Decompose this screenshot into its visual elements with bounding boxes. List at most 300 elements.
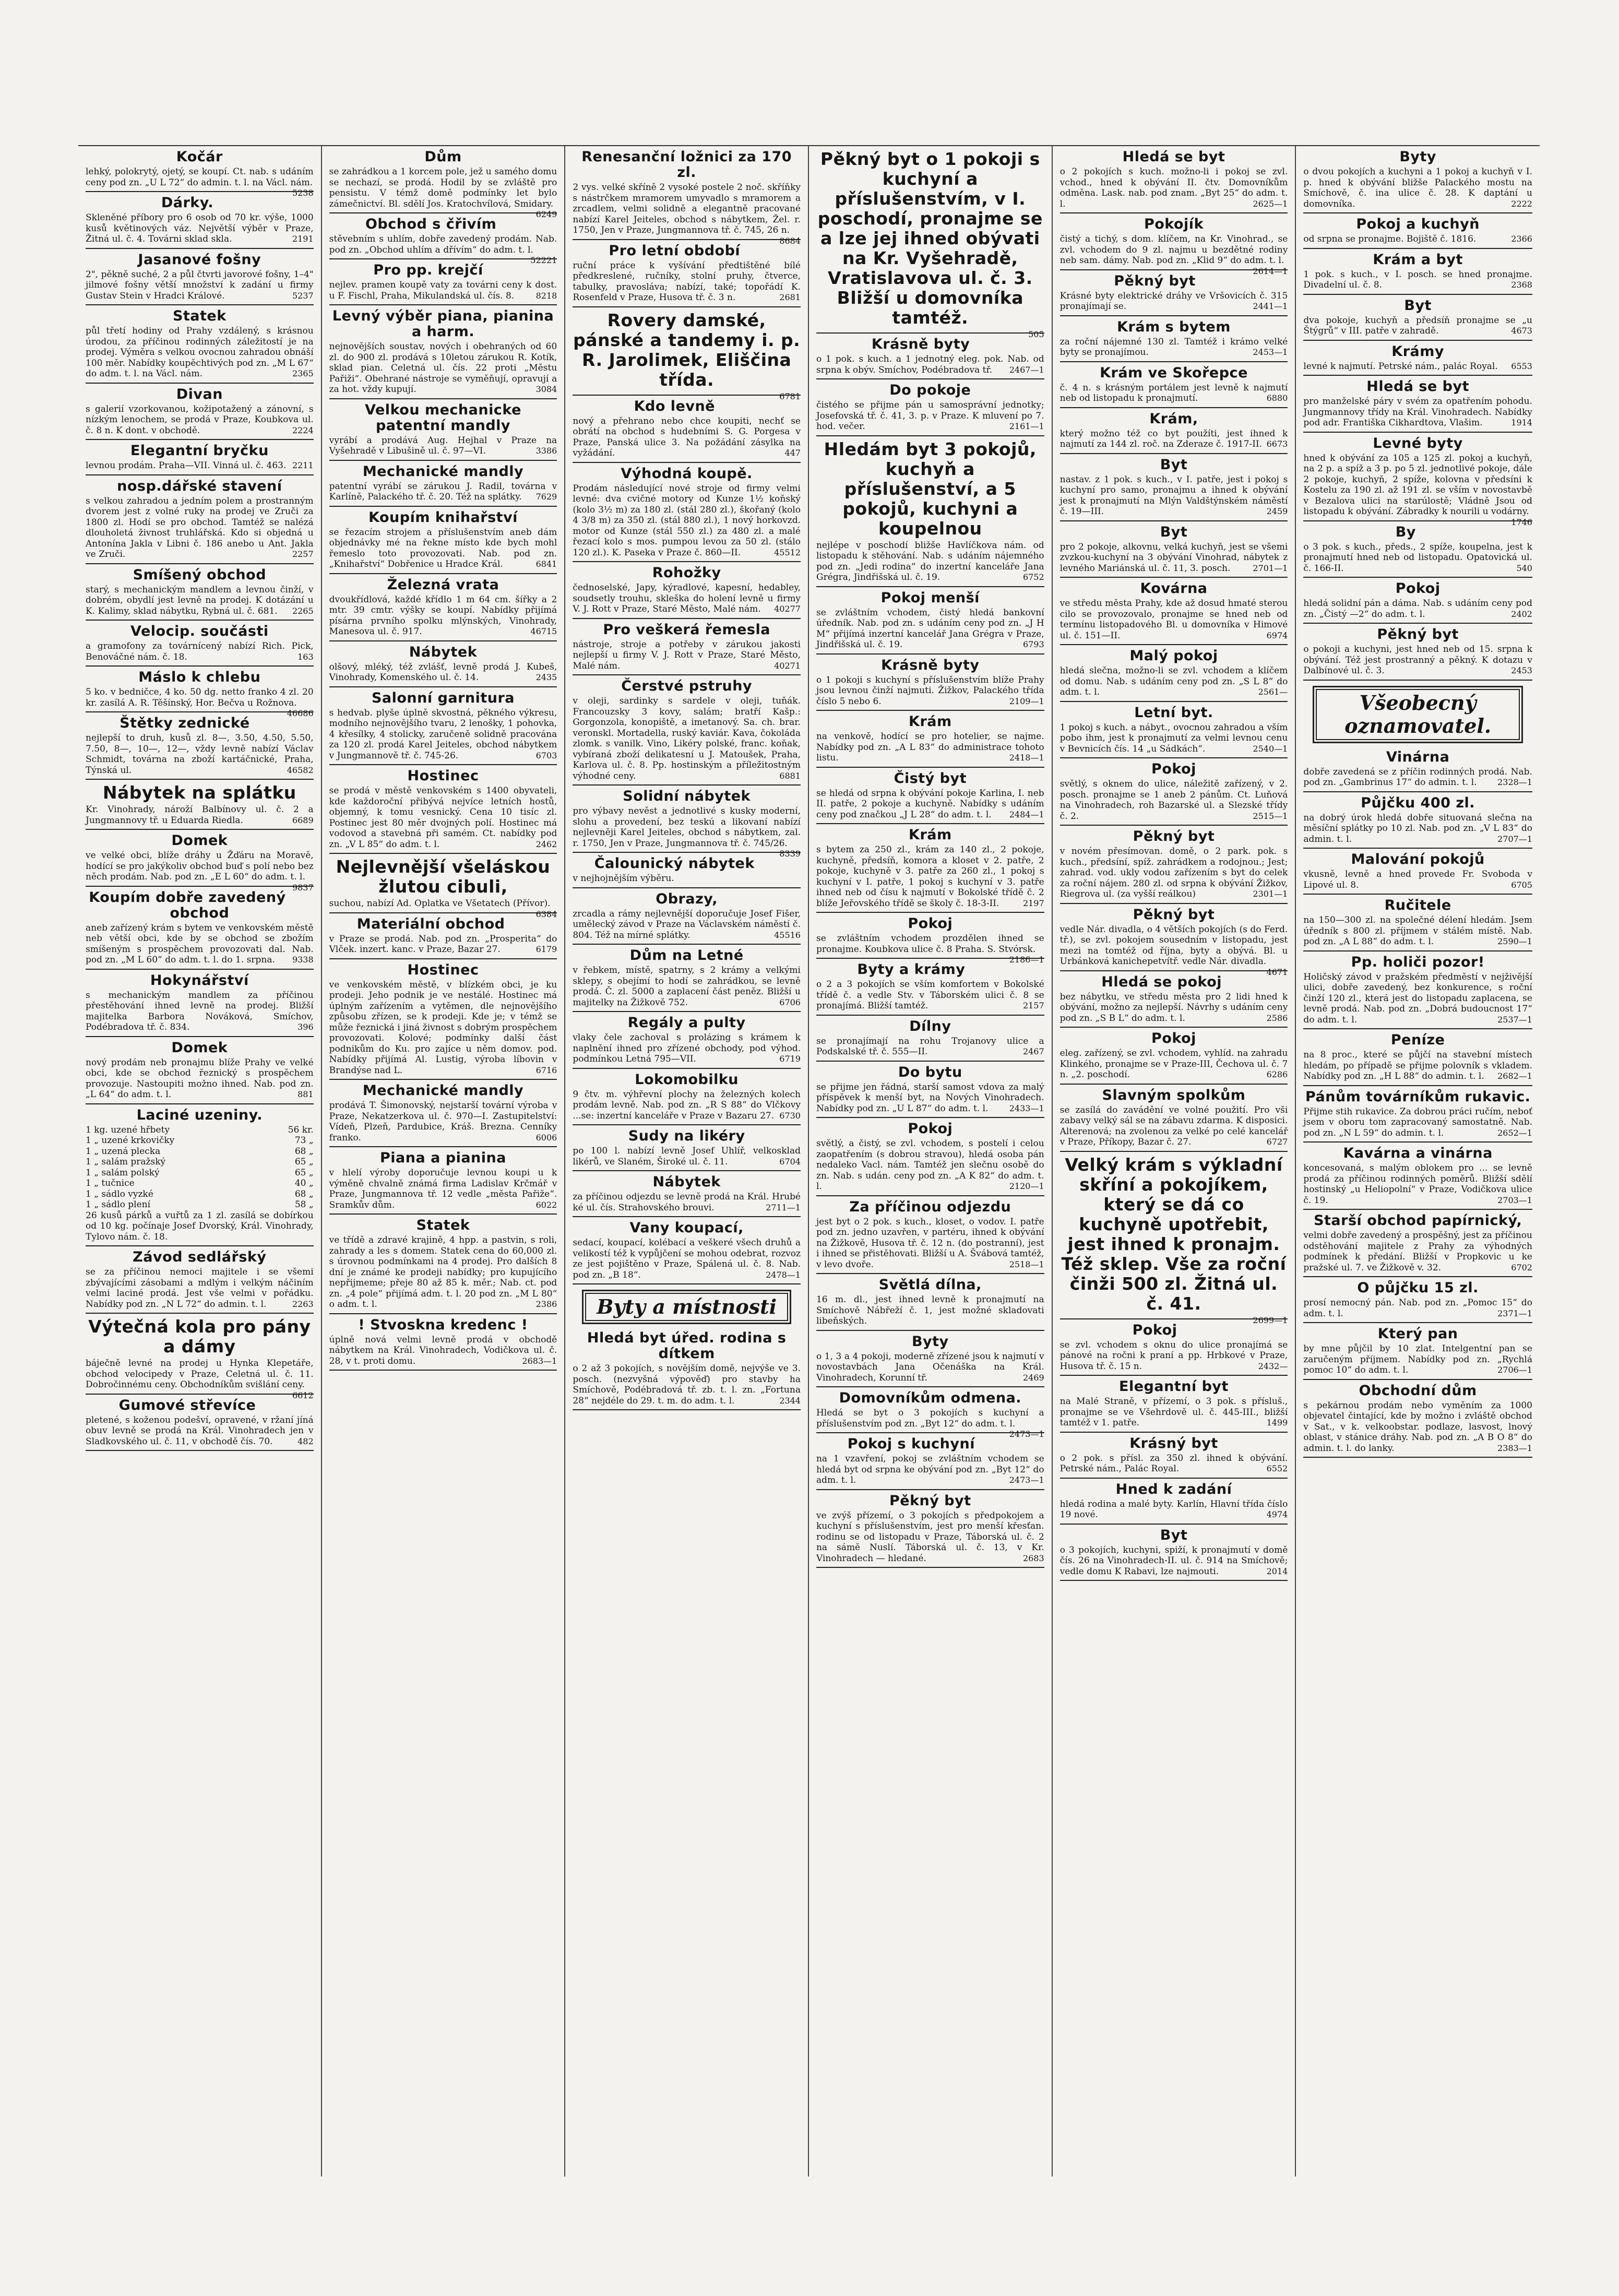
ad-title: Pro letní období: [609, 242, 741, 259]
classified-ad: [573, 788, 801, 859]
ad-title: Krásně byty: [881, 657, 980, 673]
classified-ad: [816, 1199, 1044, 1275]
ad-body: nástroje, stroje a potřeby v zárukou jakosti nejlepší u firmy V. J. Rott v Praze, Staré Město, Malé nám. 40271: [573, 639, 801, 671]
ad-title: Peníze: [1390, 1032, 1445, 1048]
ad-code: 2365: [292, 368, 314, 378]
ad-title: Pěkný byt: [1133, 906, 1215, 923]
ad-code: 2518—1: [1009, 1259, 1044, 1269]
ad-body: o pokoji a kuchyni, jest hned neb od 15. srpna k obývání. Též jest prostranný a pěkný. K dotazu v Dalbínové ul. č. 3. 2453: [1303, 644, 1532, 676]
ad-code: 2120—1: [1009, 1181, 1044, 1191]
column-4: [809, 146, 1053, 2176]
ad-body: patentní vyrábí se zárukou J. Radil, továrna v Karlíně, Palackého tř. č. 20. Též na splátky. 7629: [329, 481, 557, 502]
price-row: [86, 1146, 314, 1157]
classified-ad: [86, 1108, 314, 1247]
ad-title: Hostinec: [407, 768, 479, 784]
ad-code: 40271: [774, 660, 801, 671]
classified-ad: [1060, 319, 1288, 362]
ad-code: 6286: [1266, 1069, 1288, 1079]
ad-body: pro 2 pokoje, alkovnu, velká kuchyň, jest se všemi zvzkou-kuchyní na 3 obývání Vinohrad, nábytek z levného Mariánská ul. č. 11, 3. posch. 2701—1: [1060, 541, 1288, 574]
ad-code: 2157: [1022, 1001, 1044, 1010]
ad-code: 6673: [1266, 439, 1288, 449]
ad-title: Slavným spolkům: [1102, 1087, 1246, 1103]
classified-ad: [573, 948, 801, 1012]
ad-title: Vinárna: [1386, 748, 1450, 765]
classified-ad: [816, 590, 1044, 655]
classified-ad: [329, 308, 557, 399]
ad-code: 2701—1: [1253, 563, 1288, 573]
ad-code: 6706: [779, 997, 801, 1007]
ad-body: v nejhojnějším výběru.: [573, 873, 674, 884]
classified-ad: [573, 1015, 801, 1069]
classified-ad: [816, 827, 1044, 913]
classified-ad: [329, 645, 557, 687]
ad-code: 2222: [1511, 198, 1532, 209]
ad-body: o 1 pokoji s kuchyní s příslušenstvím blíže Prahy jsou levnou činží najmuti. Žižkov, Palackého třída číslo 5 nebo 6. 2109—1: [816, 674, 1044, 707]
classified-ad: [816, 962, 1044, 1016]
ad-code: 6752: [1022, 572, 1044, 582]
ad-body: a gramofony za továrnícený nabízí Rich. Pick, Benováčné nám. č. 18. 163: [86, 641, 314, 662]
classified-ad: [1303, 1089, 1532, 1143]
classified-ad: [816, 1019, 1044, 1062]
ad-body: od srpna se pronajme. Bojiště č. 1816. 2366: [1303, 234, 1532, 244]
ad-title: Byt: [1160, 1527, 1188, 1543]
classified-ad: [329, 464, 557, 507]
classified-ad: [86, 1398, 314, 1452]
classified-ad: [86, 1250, 314, 1314]
ad-title: Dům na Letné: [629, 947, 744, 963]
ad-body: s bytem za 250 zl., krám za 140 zl., 2 pokoje, kuchyně, předsíň, komora a kloset v 2. patře, 2 pokoje, kuchyně v 3. patře za 260 zl., 1 pokoj s kuchyní v I. patře, 1 pokoj s kuchyní v 3. patře ihned neb od čísu k najmutí v Bokolské třídě č. 2 blíže Jeřovského třídě se školy č. 18-3-II. 2197: [816, 844, 1044, 909]
ad-code: 52221: [530, 255, 557, 265]
ad-title: Krám: [909, 713, 952, 730]
ad-code: 2014: [1266, 1566, 1288, 1576]
price-item: 1 „ uzené krkovičky: [86, 1135, 175, 1146]
ad-body: čednoselské, Japy, kýradlové, kapesní, hedabley, soudsetly trouhu, skleška do holení levně u firmy V. J. Rott v Praze, Staré Město, Malé nám. 40277: [573, 582, 801, 614]
classified-ad: [816, 337, 1044, 379]
price-value: 73 „: [294, 1135, 314, 1146]
ad-code: 6703: [535, 750, 557, 760]
price-row: [86, 1135, 314, 1146]
price-row: [86, 1157, 314, 1168]
ad-code: 2586: [1266, 1013, 1288, 1023]
ad-body: ve zvýš přízemí, o 3 pokojích s předpokojem a kuchyní s příslušenstvím, jest pro menší křesťan. rodinu se od listopadu v Praze, Táborská ul. č. 2 na sámě Nuslí. Táborská ul. č. 13, v Kr. Vinohradech — hledané. 2683: [816, 1510, 1044, 1564]
price-row: [86, 1125, 314, 1136]
classified-ad: [1303, 252, 1532, 295]
classified-ad: [86, 1316, 314, 1400]
classified-ad: [1303, 581, 1532, 624]
ad-title: Pěkný byt: [889, 1492, 971, 1509]
ad-title: Krásně byty: [871, 336, 970, 352]
ad-body: Hledá se byt o 3 pokojích s kuchyní a příslušenstvím pod zn. „Byt 12“ do adm. t. l. 2473—1: [816, 1408, 1044, 1439]
ad-body: o 2 až 3 pokojích, s novějším domě, nejvýše ve 3. posch. (nezvyšná výpověď) pro stavby ha Smíchově, Podébradová tř. zb. t. l. zn. „Fortuna 28“ nejdéle do 29. t. m. do adm. t. l. 2344: [573, 1363, 801, 1406]
ad-code: 6705: [1511, 879, 1532, 890]
classified-ad: [1060, 1154, 1288, 1325]
ad-code: 5237: [292, 290, 314, 301]
ad-body: hned k obývání za 105 a 125 zl. pokoj a kuchyň, na 2 p. a spíž a 3 p. po 5 zl. jednotlivé pokoje, dále 2 pokoje, kuchyň, 2 spíže, kolovna v předsíni k Kostelu za 190 zl. až 191 zl. se vším v novostavbě v Bezalova ulici na starúlostě; Vládně Jsou od listopadu k obývání. Zábradky k nourili u vodárny. 1746: [1303, 453, 1532, 527]
ad-code: 2366: [1511, 234, 1532, 244]
ad-code: 2467—1: [1009, 364, 1044, 375]
ad-title: Hledá se pokoj: [1101, 973, 1222, 990]
ad-title: Čistý byt: [894, 770, 967, 787]
ad-code: 2652—1: [1497, 1127, 1532, 1138]
ad-code: 2433—1: [1009, 1103, 1044, 1113]
ad-title: Dárky.: [161, 195, 214, 211]
ad-code: 2467: [1022, 1046, 1044, 1056]
ad-body: se zvl. vchodem s oknu do ulice pronajímá se pánové na ročni k praní a pp. Hrbkové v Praze, Husova tř. č. 15 n. 2432—: [1060, 1339, 1288, 1372]
ad-title: Malování pokojů: [1351, 851, 1485, 867]
ad-code: 2625—1: [1253, 198, 1288, 209]
ad-title: Štětky zednické: [120, 715, 250, 731]
classified-ad: [573, 891, 801, 945]
ad-title: Světlá dílna,: [878, 1277, 982, 1293]
ad-title: Rohožky: [652, 565, 721, 581]
classified-ad: [86, 832, 314, 893]
ad-code: 2683—1: [522, 1355, 557, 1366]
classified-page: [78, 145, 1540, 2176]
classified-ad: [1303, 852, 1532, 895]
classified-ad: [86, 443, 314, 475]
ad-title: Byt: [1160, 456, 1188, 473]
ad-body: Skleněné příbory pro 6 osob od 70 kr. výše, 1000 kusů květinových váz. Největší výběr v Praze, Žitná ul. č. 4. Továrni sklad skla. 2191: [86, 212, 314, 244]
classified-ad: [1060, 1528, 1288, 1581]
ad-body: pletené, s koženou podešví, opravené, v ržaní jíná obuv levně se prodá na Král. Vinohradech jen v Sladkovského ul. č. 11, v obchodě čís. 70. 482: [86, 1414, 314, 1447]
ad-body: dvoukřídlová, každé křídlo 1 m 64 cm. šířky a 2 mtr. 39 cmtr. výšky se koupí. Nabídky přijímá písárna prvního spolku mlýnských, Vinohrady, Manesova ul. č. 917. 46715: [329, 594, 557, 637]
classified-ad: [1060, 829, 1288, 904]
ad-body: na 8 proc., které se půjčí na stavební místech hledám, po případě se přijme polovník s vkladem. Nabídky pod zn. „H L 88“ do admin. t. l. 2682—1: [1303, 1050, 1532, 1081]
ad-code: 2515—1: [1253, 811, 1288, 821]
price-row: [86, 1189, 314, 1200]
ad-title: Renesanční ložnici za 170 zl.: [581, 149, 792, 181]
classified-ad: [86, 252, 314, 306]
column-6: [1296, 146, 1540, 2176]
ad-code: 46582: [287, 765, 314, 775]
classified-ad: [1303, 525, 1532, 578]
price-value: 68 „: [294, 1146, 314, 1157]
ad-code: 2441—1: [1253, 301, 1288, 311]
price-item: 1 „ sádlo plení: [86, 1199, 151, 1210]
ad-code: 2590—1: [1497, 936, 1532, 946]
ad-code: 2703—1: [1497, 1195, 1532, 1205]
ad-title: Pokoj: [908, 1121, 953, 1137]
ad-title: Koupím dobře zavedený obchod: [89, 889, 286, 921]
ad-body: se za příčinou nemoci majitele i se všemi zbývajícími zásobami a mdlým i velkým náčiním velmi laciné prodá. Jest vše velmi v pořádku. Nabídky pod zn. „N L 72“ do admin. t. l. 2263: [86, 1267, 314, 1310]
ad-code: 6719: [779, 1054, 801, 1064]
ad-title: Pokoj menší: [880, 589, 980, 606]
ad-title: Levný výběr piana, pianina a harm.: [332, 308, 554, 340]
ad-code: 2383—1: [1497, 1443, 1532, 1453]
ad-body: levné k najmutí. Petrské nám., palác Royal. 6553: [1303, 361, 1532, 372]
ad-title: Krám a byt: [1373, 251, 1463, 268]
ad-code: 45512: [774, 547, 801, 557]
classified-ad: [1303, 435, 1532, 527]
ad-code: 2197: [1022, 898, 1044, 908]
ad-title: ! Stvoskna kredenc !: [358, 1316, 528, 1333]
ad-title: Byty a krámy: [857, 961, 966, 978]
ad-body: dobře zavedená se z příčin rodinných prodá. Nab. pod zn. „Gambrinus 17“ do admin. t. l. 2328—1: [1303, 766, 1532, 788]
ad-title: Čalounický nábytek: [594, 855, 755, 872]
ad-code: 6974: [1266, 630, 1288, 640]
ad-body: za příčinou odjezdu se levně prodá na Král. Hrubé ké ul. čís. Strahovského brouvi. 2711—1: [573, 1192, 801, 1213]
ad-body: čistý a tichý, s dom. klíčem, na Kr. Vinohrad., se zvl. vchodem do 9 zl. najmu u bezdětné rodiny neb sam. dámy. Nab. pod zn. „Klid 9“ do adm. t. l. 2614—1: [1060, 234, 1288, 276]
ad-title: Obchodní dům: [1359, 1382, 1477, 1399]
ad-code: 3386: [535, 446, 557, 456]
classified-ad: [329, 962, 557, 1080]
classified-ad: [329, 856, 557, 919]
ad-code: 2478—1: [766, 1269, 801, 1280]
ad-code: 505: [1028, 329, 1044, 339]
ad-title: Krásný byt: [1129, 1435, 1218, 1452]
ad-body: se hledá od srpna k obývání pokoje Karlina, I. neb II. patře, 2 pokoje a kuchyně. Nabídky s udáním ceny pod značkou „J L 28“ do adm. t. l. 2484—1: [816, 788, 1044, 820]
ad-body: v hlelí výroby doporučuje levnou koupi u k výměně chvalně známá firma Ladislav Krčmář v Praze, Jungmannova tř. 12 vedle „města Pařiže“. Sramkův dům. 6022: [329, 1168, 557, 1210]
ad-body: vyrábí a prodává Aug. Hejhal v Praze na Vyšehradě v Libušině ul. č. 97—VI. 3386: [329, 435, 557, 456]
ad-title: Elegantní bryčku: [130, 443, 269, 459]
ad-body: 9 čtv. m. výhřevní plochy na železných kolech prodám levně. Nab. pod zn. „R S 88“ do Vlčkovy ...se: inzertní kanceláře v Praze v Bazaru 27. 6730: [573, 1089, 801, 1121]
price-value: 65 „: [294, 1167, 314, 1178]
ad-body: v řebkem, místě, spatrny, s 2 krámy a velkými sklepy, s obejímí to hodí se zahrádkou, se levně prodá. Č. zl. 5000 a zaplacení část peněz. Bližší u majitelky na Žižkově 752. 6706: [573, 965, 801, 1008]
ad-title: Do bytu: [898, 1064, 962, 1080]
classified-ad: [573, 1072, 801, 1126]
ad-body: se zasílá do zavádění ve volné použití. Pro vši zabavy velký sál se na zábavu zdarma. K disposici. Alterenová; na zvolenou za velké po celé kancelář v Praze, Příkopy, Bazar č. 27. 6727: [1060, 1104, 1288, 1147]
ad-title: Kdo levně: [634, 398, 715, 414]
ad-code: 2561—: [1258, 687, 1288, 697]
ad-title: Solidní nábytek: [623, 788, 751, 804]
ad-body: po 100 l. nabízí levně Josef Uhlíř, velkosklad likérů, ve Slaném, Široké ul. č. 11. 6704: [573, 1146, 801, 1167]
classified-ad: [573, 399, 801, 463]
ad-body: vlaky čele zachoval s prolázing s krámem k naplnění ihned pro zřízené obchody, pod výhod. podmínkou Letná 795—VII. 6719: [573, 1032, 801, 1064]
ad-title: Kovárna: [1140, 580, 1208, 597]
ad-title: Byty: [911, 1333, 949, 1350]
ad-body: eleg. zařízený, se zvl. vchodem, vyhlíd. na zahradu Klinkého, pronajme se v Praze-III, Čechova ul. č. 7 n. „2. poschodí. 6286: [1060, 1048, 1288, 1080]
classified-ad: [816, 658, 1044, 711]
ad-code: 6881: [779, 770, 801, 781]
ad-body: sedací, koupací, kolébací a veškeré všech druhů a velikostí též k vypůjčení se mohou odebrat, rozvoz ze jest pojištěno v Praze, Spálená ul. č. 8. Nab. pod zn. „B 18“. 2478—1: [573, 1238, 801, 1280]
ad-body: na Malé Straně, v přízemí, o 3 pok. s přísluš., pronajme se ve Všehrdově ul. č. 445-III., bližší tamtéž v 1. patře. 1499: [1060, 1396, 1288, 1428]
ad-title: Hned k zadání: [1115, 1481, 1232, 1497]
ad-code: 6022: [535, 1199, 557, 1210]
classified-ad: [1060, 1088, 1288, 1152]
ad-title: Nábytek: [409, 644, 478, 660]
column-2: [322, 146, 566, 2176]
ad-body: suchou, nabízí Ad. Oplatka ve Všetatech (Přívor). 6384: [329, 898, 557, 919]
price-row: [86, 1178, 314, 1189]
ad-body: světlý, s oknem do ulice, náležitě zařízený, v 2. posch. pronajme se 1 aneb 2 pánům. Ct. Luňová na Vinohradech, roh Bazarské ul. a Slezské třídy č. 2. 2515—1: [1060, 779, 1288, 822]
ad-title: Piana a pianina: [380, 1150, 506, 1166]
ad-body: nový prodám neb pronajmu blíže Prahy ve velké obci, kde se obchod řeznický s prospěchem provozuje. Nastoupiti možno ihned. Nab. pod zn. „L 64“ do adm. t. l. 881: [86, 1057, 314, 1100]
ad-title: Nábytek na splátku: [102, 782, 296, 803]
ad-title: Byty: [1399, 149, 1436, 165]
ad-body: levnou prodám. Praha—VII. Vinná ul. č. 463. 2211: [86, 460, 314, 471]
classified-ad: [573, 622, 801, 676]
ad-title: Pokoj: [1132, 1322, 1177, 1338]
classified-ad: [1060, 411, 1288, 454]
ad-code: 6553: [1511, 361, 1532, 371]
ad-title: Obchod s čřivím: [365, 216, 497, 232]
ad-title: Koupím knihařství: [368, 509, 518, 526]
classified-ad: [1060, 906, 1288, 977]
classified-ad: [573, 1330, 801, 1410]
classified-ad: [329, 1150, 557, 1215]
price-value: 58 „: [294, 1199, 314, 1210]
classified-ad: [86, 308, 314, 384]
ad-title: Hostinec: [407, 961, 479, 978]
ad-code: 2344: [779, 1395, 801, 1406]
ad-body: za roční nájemné 130 zl. Tamtéž i krámo velké byty se pronajímou. 2453—1: [1060, 336, 1288, 358]
classified-ad: [86, 387, 314, 441]
ad-title: Byt: [1160, 524, 1188, 540]
ad-title: Pokojík: [1144, 216, 1204, 232]
ad-title: Domovníkům odmena.: [839, 1390, 1022, 1406]
ad-title: Jasanové fošny: [138, 251, 261, 268]
ad-body: hledá rodina a malé byty. Karlín, Hlavní třída číslo 19 nové. 4974: [1060, 1498, 1288, 1520]
classified-ad: [573, 243, 801, 307]
ad-body: olšový, mléký, též zvlášť, levně prodá J. Kubeš, Vinohrady, Komenského ul. č. 14. 2435: [329, 661, 557, 683]
ad-body: se přijme jen řádná, starší samost vdova za malý příspěvek k menší byt, na Nových Vinohradech. Nabídky pod zn. „U L 87“ do adm. t. l. 2433—1: [816, 1081, 1044, 1114]
classified-ad: [1060, 1436, 1288, 1479]
ad-code: 2191: [292, 234, 314, 244]
ad-code: 1914: [1511, 418, 1532, 427]
ad-code: 482: [297, 1436, 314, 1446]
ad-code: 6689: [292, 815, 314, 825]
classified-ad: [816, 1065, 1044, 1119]
ad-code: 2459: [1266, 506, 1288, 516]
ad-title: Pokoj a kuchyň: [1356, 216, 1480, 232]
ad-body: nejlepší to druh, kusů zl. 8—, 3.50, 4.50, 5.50, 7.50, 8—, 10—, 12—, vždy levně nabízí Václav Schmidt, továrna na zboží kartáčnické, Praha, Týnská ul. 46582: [86, 733, 314, 776]
ad-code: 2537—1: [1497, 1014, 1532, 1025]
ad-code: 2301—1: [1253, 889, 1288, 899]
ad-body: o 2 a 3 pokojích se vším komfortem v Bokolské třídě č. a vedle Stv. v Táborském ulici č. 8 se pronajímá. Bližší tamtéž. 2157: [816, 979, 1044, 1011]
classified-ad: [1060, 216, 1288, 276]
ad-body: Přijme stih rukavice. Za dobrou práci ručím, neboť jsem v oboru tom zapracovaný samostatně. Nab. pod zn. „N L 59“ do admin. t. l. 2652—1: [1303, 1106, 1532, 1138]
ad-code: 40277: [774, 604, 801, 614]
classified-ad: [816, 149, 1044, 339]
classified-ad: [816, 714, 1044, 768]
ad-body: o 1 pok. s kuch. a 1 jednotný eleg. pok. Nab. od srpna k obýv. Smíchov, Podébradova tř. 2467—1: [816, 354, 1044, 375]
ad-code: 540: [1516, 563, 1532, 573]
ad-body: na venkově, hodící se pro hotelier, se najme. Nabídky pod zn. „A L 83“ do administrace tohoto listu. 2418—1: [816, 731, 1044, 763]
ad-code: 163: [297, 651, 314, 662]
ad-title: Ručitele: [1384, 897, 1451, 913]
ad-code: 2462: [535, 839, 557, 849]
ad-body: v novém přesímovan. domě, o 2 park. pok. s kuch., předsíní, spíž. zahrádkem a rodojnou.; Jest; zahrad. vod. ukly vodou zařízením s byt do celek za roční nájem. 280 zl. od srpna k obývání Žižkov, Riegrova ul. (za vyšší reálkou) 2301—1: [1060, 846, 1288, 899]
classified-ad: [816, 439, 1044, 587]
classified-ad: [329, 1083, 557, 1147]
ad-code: 4671: [1266, 967, 1288, 977]
classified-ad: [329, 577, 557, 641]
ad-body: vkusně, levně a hned provede Fr. Svoboda v Lipové ul. 8. 6705: [1303, 869, 1532, 890]
classified-ad: [573, 856, 801, 888]
classified-ad: [816, 771, 1044, 825]
price-item: 1 „ sádlo vyzké: [86, 1188, 153, 1199]
price-value: 56 kr.: [288, 1124, 314, 1135]
ad-code: 7629: [535, 492, 557, 502]
ad-title: Kavárna a vinárna: [1343, 1145, 1493, 1161]
classified-ad: [573, 565, 801, 619]
ad-body: Prodám následující nové stroje od firmy velmi levné: dva cvičné motory od Kunze 1½ koňský (kolo 3½ m) za 180 zl. (stál 280 zl.), škořaný (kolo 4 3/8 m) za 350 zl. (stál 880 zl.), 1 nový horkovzd. motor od Kunze (stál 550 zl.) za 480 zl. a malé řezací kolo s mos. pumpou levou za 50 zl. (stálo 120 zl.). K. Paseka v Praze č. 860—II. 45512: [573, 483, 801, 558]
ad-title: Hledá byt úřed. rodina s dítkem: [587, 1330, 787, 1362]
classified-ad: [329, 216, 557, 265]
ad-title: Starší obchod papírnický,: [1314, 1212, 1522, 1229]
ad-code: 2453: [1511, 665, 1532, 675]
ad-title: Pokoj: [1151, 1030, 1196, 1046]
ad-title: Pěkný byt: [1133, 828, 1215, 844]
column-3: [565, 146, 809, 2176]
ad-code: 2186—1: [1009, 955, 1044, 965]
classified-ad: [1060, 705, 1288, 759]
ad-body: velmi dobře zavedený a prospěšný, jest za příčinou odstěhování majitele z Prahy za výhodných podmínek k předání. Bližší v Propkovic u ke pražské ul. 7. ve Žižkově v. 32. 6702: [1303, 1230, 1532, 1273]
ad-title: Hledám byt 3 pokojů, kuchyň a příslušenství, a 5 pokojů, kuchyni a koupelnou: [824, 438, 1037, 539]
ad-code: 6006: [535, 1132, 557, 1143]
ad-title: Pěkný byt: [1114, 272, 1196, 289]
ad-code: 2682—1: [1497, 1071, 1532, 1081]
ad-code: 2469: [1022, 1372, 1044, 1383]
ad-body: ve velké obci, blíže dráhy u Žďáru na Moravě, hodící se pro jakýkoliv obchod buď s polí nebo bez něch prodám. Nab. pod zn. „E L 60“ do adm. t. l. 9837: [86, 850, 314, 893]
classified-ad: [1303, 379, 1532, 433]
ad-code: 2683: [1022, 1553, 1044, 1563]
classified-ad: [329, 917, 557, 959]
ad-title: Pěkný byt: [1377, 626, 1459, 643]
ad-title: Který pan: [1377, 1326, 1458, 1342]
ad-title: Salonní garnitura: [371, 689, 515, 706]
classified-ad: [573, 310, 801, 401]
classified-ad: [329, 1218, 557, 1314]
classified-ad: [329, 768, 557, 854]
ad-body: o 2 pok. s přísl. za 350 zl. ihned k obývání. Petrské nám., Palác Royal. 6552: [1060, 1453, 1288, 1474]
ad-code: 2263: [292, 1299, 314, 1309]
ad-body: pro manželské páry v svém za opatřením pohodu. Jungmannovy třídy na Král. Vinohradech. Nabídky pod adr. Františka Cikhardtova, Vlašim. 1914: [1303, 396, 1532, 428]
ad-body: stěvebním s uhlím, dobře zavedený prodám. Nab. pod zn. „Obchod uhlím a dřívím“ do adm. t. l. 52221: [329, 234, 557, 265]
classified-ad: [1303, 795, 1532, 849]
classified-ad: [1060, 1379, 1288, 1433]
ad-title: Byt: [1404, 297, 1432, 314]
ad-title: Velocip. součásti: [130, 623, 269, 639]
classified-ad: [1060, 1482, 1288, 1525]
ad-body: ve třídě a zdravé krajině, 4 hpp. a pastvin, s roli, zahrady a les s domem. Statek cena do 60,000 zl. s úrovnou podmínkami na 4 prodej. Pro dalších 8 dní je známé ke prodeji nabídky; pro kupujícího nepřijmeme; přeje 80 až 85 k. měr.; Nab. ct. pod zn. „4 pole“ přijímá adm. t. l. 20 pod zn. „M L 80“ o adm. t. l. 2386: [329, 1235, 557, 1310]
classified-ad: [1060, 1323, 1288, 1376]
classified-ad: [1303, 955, 1532, 1030]
ad-code: 6702: [1511, 1262, 1532, 1272]
ad-code: 2371—1: [1497, 1308, 1532, 1318]
ad-title: Pokoj: [1395, 580, 1441, 597]
classified-ad: [86, 567, 314, 621]
ad-code: 2435: [535, 672, 557, 682]
ad-body: vedle Nár. divadla, o 4 větších pokojích (s do Ferd. tř.), se zvl. pokojem sousedním v listopadu, jest mezi na tomtéž od října, byty a obývá. Bl. u Urbánková kanichepetvítř. vedle Nár. divadla. 4671: [1060, 924, 1288, 977]
classified-ad: [329, 691, 557, 766]
ad-code: 2224: [292, 425, 314, 435]
ad-title: Pokoj s kuchyní: [847, 1436, 975, 1452]
classified-ad: [329, 1317, 557, 1371]
ad-code: 6793: [1022, 639, 1044, 649]
ad-body: se pronajímají na rohu Trojanovy ulice a Podskalské tř. č. 555—II. 2467: [816, 1036, 1044, 1057]
ad-title: Malý pokoj: [1129, 648, 1218, 664]
ad-code: 45516: [774, 930, 801, 940]
classified-ad: [1060, 974, 1288, 1028]
ad-body: hledá slečna, možno-li se zvl. vchodem a klíčem od domu. Nab. s udáním ceny pod zn. „S L 8“ do adm. t. l. 2561—: [1060, 665, 1288, 697]
classified-ad: [1303, 1213, 1532, 1277]
ad-body: Kr. Vinohrady, nároží Balbínovy ul. č. 2 a Jungmannovy tř. u Eduarda Riedla. 6689: [86, 804, 314, 826]
classified-ad: [86, 624, 314, 667]
classified-ad: [1060, 525, 1288, 578]
ad-body: se zvláštním vchodem prozdělen ihned se pronajme. Koubkova ulice č. 8 Praha. S. Stvórsk. 2186—1: [816, 933, 1044, 965]
ad-code: 6612: [292, 1390, 314, 1400]
ad-code: 8684: [779, 235, 801, 246]
ad-title: Máslo k chlebu: [138, 669, 261, 685]
classified-ad: [816, 1121, 1044, 1196]
ad-body: by mne půjčil by 10 zlat. Intelgentní pan se zaručeným příjmem. Nabídky pod zn. „Rychlá pomoc 10“ do adm. t. l. 2706—1: [1303, 1343, 1532, 1375]
ad-code: 2706—1: [1497, 1365, 1532, 1375]
classified-ad: [1303, 750, 1532, 792]
ad-title: Domek: [171, 1039, 228, 1056]
ad-body: 5 ko. v bedničce, 4 ko. 50 dg. netto franko 4 zl. 20 kr. zasílá A. R. Těšínský, Hor. Bečva u Rožnova. 46686: [86, 687, 314, 718]
ad-title: Velkou mechanicke patentní mandly: [365, 401, 521, 434]
